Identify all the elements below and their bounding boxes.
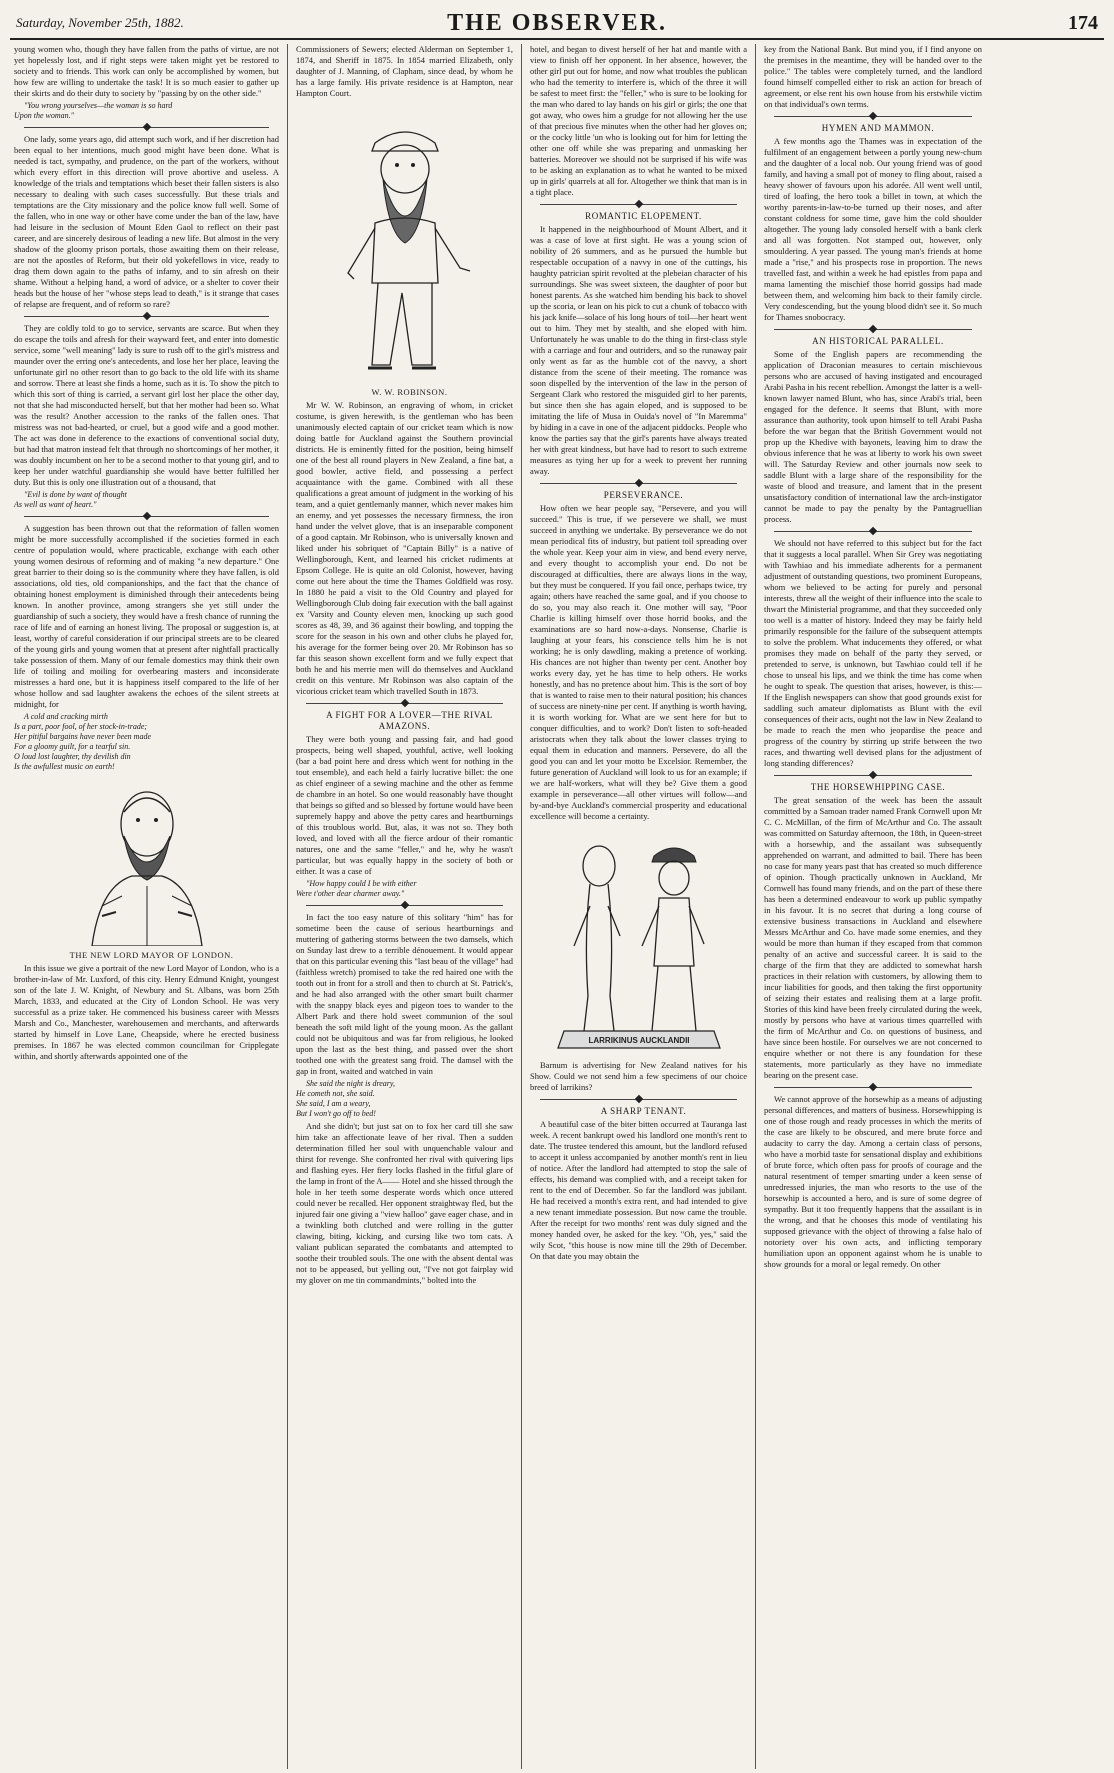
verse-quote: "How happy could I be with either Were t'other dear charmer away." [296,879,417,898]
article-historical-parallel-p1: Some of the English papers are recommending the application of Draconian measures to certain mischievous persons who are accused of having instigated and encouraged Arabi Pasha in his recent rebellion. Amongst the latter is a well-known lawyer named Blunt, who has, since Arabi's trial, been engaged for the defence. It seems that Blunt, with more assurance than authority, took upon himself to tell Arabi Pasha before the war began that the British Government would not prop up the Khedive with bayonets, leaving him to draw the obvious inference that he was at liberty to work his own sweet will. The Saturday Review and other journals now seek to saddle Blunt with a large share of the responsibility for the waste of blood and treasure, and lament that in the present unsatisfactory condition of international law the arch-instigator cannot be made to pay the penalty by the Pantagruellian process. [764,349,982,524]
lord-mayor-caption: THE NEW LORD MAYOR OF LONDON. [69,950,234,960]
section-divider [24,316,269,317]
column-4 [756,44,990,1769]
section-divider [774,1087,972,1088]
column-1 [10,44,288,1769]
article-fallen-women-p4: A suggestion has been thrown out that the reformation of fallen women might be more successfully accomplished if the societies formed in each centre of population would, where practicable, exchange with each other young women desirous of reforming and of making "a new departure." One great barrier to their doing so is the community where they have fallen, is old associations, old ties, old companionships, and the fact that the chance of obtaining honest employment is diminished through their antecedents being known. In another province, among strangers she yet still under the guardianship of such a society, they would have a fresh chance of running the race of life and of earning an honest living. The proposal or suggestion is, at least, worthy of careful consideration if our principal streets are to be cleared of the young girls and young women that at present after nightfall practically take possession of them. Many of our female domestics may think their own life of toiling and moiling for overbearing masters and inconsiderate mistresses a hard one, but it is happiness itself compared to the life of her whose hollow and sad laughter awakens the echoes of the silent streets at midnight, for [14,523,279,709]
column-2 [288,44,522,1769]
section-divider [540,483,737,484]
robinson-caption: W. W. ROBINSON. [371,387,448,397]
article-robinson: Mr W. W. Robinson, an engraving of whom, in cricket costume, is given herewith, is the gentleman who has been unanimously elected captain of our cricket team which is now doing battle for Auckland against the Southern provincial districts. He is eminently fitted for the position, being himself one of the best all round players in New Zealand, a fine bat, a good bowler, active field, and possessing a perfect acquaintance with the game. Combined with all these qualifications a great amount of judgment in the working of his team, and a quiet gentlemanly manner, which never makes him an enemy, and yet possesses the necessary firmness, the iron hand under the velvet glove, that is an inseparable component of a good captain. Mr Robinson, who is universally known and liked under his sobriquet of "Captain Billy" is a native of Wellingborough, Kent, and learned his cricket rudiments at Epsom College. He is quite an old Colonist, however, having come out here about the time the Thames Goldfield was rosy. In 1880 he paid a visit to the Old Country and played for Wellingborough Club doing fair execution with the ball against ex 'Varsity and County eleven men, knocking up such good scores as 48, 39, and 36 against their bowling, and topping the score for the season in his own and other clubs he played for, his average for the former being over 20. Mr Robinson has so far this season shown excellent form and we fully expect that both he and his merrie men will do themselves and Auckland credit on this venture. Mr Robinson was also captain of the vicorious cricket team which travelled South in 1873. [296,400,513,696]
issue-date: Saturday, November 25th, 1882. [16,15,184,30]
section-divider [306,905,503,906]
verse-quote: A cold and cracking mirth Is a part, poor fool, of her stock-in-trade; Her pitiful bargains have never been made For a gloomy guilt, for a tearful sin. O loud lost laughter, thy devilish din Is the awfullest music on earth! [14,712,152,771]
article-lord-mayor: In this issue we give a portrait of the new Lord Mayor of London, who is a brother-in-law of Mr. Luxford, of this city. Henry Edmund Knight, youngest son of the late J. W. Knight, of Newbury and St. Albans, was born 25th March, 1833, and educated at the City of London School. He was very successful as a prize taker. He commenced his business career with Messrs Marsh and Co., Manchester, warehousemen and merchants, and afterwards started by himself in Love Lane, Cheapside, where he erected business premises. In 1867 he was elected common councilman for Cripplegate within, and shortly afterwards appointed one of the [14,963,279,1061]
article-sharp-tenant: A beautiful case of the biter bitten occurred at Tauranga last week. A recent bankrupt owed his landlord one month's rent to date. The trustee tendered this amount, but the landlord refused to accept it unless accompanied by another month's rent in lieu of notice. After the landlord had attempted to stop the sale of effects, his demand was complied with, and a receipt taken for rent to the end of December. So far the landlord was jubilant. He had received a month's extra rent, and had intended to give a new tenant immediate possession. But now came the trouble. After the receipt for two months' rent was duly signed and the money handed over, he asked for the key. "Oh, yes," said the wily Scot, "this house is now mine till the 29th of December. On that date you may obtain the [530,1119,747,1261]
section-divider [774,531,972,532]
section-divider [774,775,972,776]
article-sharp-tenant-continued: key from the National Bank. But mind you, if I find anyone on the premises in the meantime, they will be handed over to the police." The tables were completely turned, and the landlord found himself compelled either to risk an action for breach of agreement, or else rent his own house from his erstwhile victim on that individual's own terms. [764,44,982,109]
column-3 [522,44,756,1769]
article-rival-amazons-continued: hotel, and began to divest herself of her hat and mantle with a view to finish off her opponent. In her absence, however, the other girl put out for home, and now what troubles the publican who had the temerity to interfere is, which of the three it will be safest to meet first: the "feller," who is sure to be looking for the man who dared to lay hands on his girl or girls; the one that got away, who owes him a grudge for not allowing her the use of that precious five minutes when the other had her gloves on; or the cocky little 'un who is looking out for him for letting the other one off while she was preparing and unmasking her batteries. Moreover we should not be surprised if his wife was to be asking an explanation as to what he wanted to be mixed up in girls' quarrels at all for. Altogether we think that man is in a tight place. [530,44,747,197]
section-divider [306,703,503,704]
section-divider [24,516,269,517]
article-rival-amazons-p1: They were both young and passing fair, and had good prospects, being well shaped, youthful, active, well looking (bar a bad point here and dress which went for nothing in the tout ensemble), and each held a fairly lucrative billet: the one as chief engineer of a sewing machine and the other as femme de chambre in an hotel. So one would reasonably have thought that beings so gifted and so blessed by fortune would have been supremely happy and above the petty cares and heartburnings of this troublous world. But, alas, it was not so. They both loved, and loved with all the fierce ardour of their romantic natures, one and the same "feller," and he, why he wasn't particular, but was equally happy in the society of both or either. It was a case of [296,734,513,876]
article-historical-parallel-p2: We should not have referred to this subject but for the fact that it suggests a local parallel. When Sir Grey was negotiating with Tawhiao and his immediate adherents for a permanent adjustment of outstanding questions, two prominent Europeans, whom we believed to be acting for purely and personal interests, threw all the weight of their influence into the scale to thwart the Ministerial programme, and that they succeeded only too well is a matter of history. Indeed they may be fairly held primarily responsible for the failure of the subsequent attempts to solve the problem. What inducements they offered, or what promises they made on behalf of the party they served, or pretended to serve, is unknown, but Tawhiao could tell if he chose to unseal his lips, and we think the time has come when he ought to speak. The question that arises, however, is this:—If the English newspapers can show that good grounds exist for saddling such amateur diplomatists as Blunt with the evil consequences of their acts, ought not the law in New Zealand to be made to reach the men who jeopardise the peace and progress of the country by stirring up strife between the two races, and thwarting well devised plans for the adjustment of long standing differences? [764,538,982,768]
article-hymen-and-mammon: A few months ago the Thames was in expectation of the fulfilment of an engagement between a portly young new-chum and the daughter of a local nob. Our young friend was of good family, and having a small pot of money to fling about, raised a heavy shower of favours upon his adorée. All went well until, tired of loafing, the hero took a billet in town, at which the worthy parents-in-law-to-be turned up their noses, and after constant coldness for some time, gave him the cold shoulder altogether. The young lady consoled herself with a bank clerk and all was forgotten. Not stamped out, however, only smouldering. A year passed. The young man's friends at home made a "rise," and his prospects rose in proportion. The news travelled fast, and within a week he had epistles from papa and mama lamenting the mischief those horrid gossips had made between them, and welcoming him back to their family circle. Very condescending, but the young blood didn't see it. So much for Thames snobocracy. [764,136,982,322]
section-divider [540,204,737,205]
article-rival-amazons-p2: In fact the too easy nature of this solitary "him" has for sometime been the cause of serious heartburnings and muttering of gathering storms between the two damsels, which on Sunday last drew to a terrible dénouement. It would appear that on this particular evening this "last beau of the village" had (faithless wretch) promised to take the red haired one with the tooth out in front for a stroll and then to church at St. Patrick's, and he had also arranged with the other smart built charmer with the snappy black eyes and pigeon toes to wander to the Albert Park and there hold sweet communion of the soul beneath the soft mild light of the young moon. As the gallant could not be ubiquitous and was far from religious, he looked upon the last as the best thing, and passed over the short toothed one with the greatest sang froid. The damsel with the gap in front, waited and watched in vain [296,912,513,1076]
article-fallen-women-p3: They are coldly told to go to service, servants are scarce. But when they do escape the toils and afresh for their wayward feet, and enter into domestic service, some "well meaning" lady is sure to rush off to the girl's mistress and maunder over the erring one's antecedents, and lose her her place, leaving the unfortunate girl no other resort than to go back to the old life with its shame and sorrow. There at least she finds a home, such as it is. To show the pitch to which this sort of thing is carried, a servant girl lost her place the other day, not that she had misconducted herself, but that her mother had been so. What was the result? Another accession to the ranks of the fallen ones. That mistress was not bad-hearted, or cruel, but a good wife and a good mother. The act was done in deference to the exactions of conventional social duty, but had that matron instead felt that through no shortcomings of her mother, it was doubly incumbent on her to be a second mother to that young girl, and to keep her under watchful guardianship she would have better fulfilled her duty. But this is only one illustration out of a thousand, that [14,323,279,487]
headline-romantic-elopement: ROMANTIC ELOPEMENT. [585,211,702,221]
larrikin-cartoon [544,826,734,1056]
article-lord-mayor-continued: Commissioners of Sewers; elected Alderman on September 1, 1874, and Sheriff in 1875. In 1854 married Elizabeth, only daughter of J. Manning, of Clapham, since dead, by whom he has a large family. His private residence is at Hampton, near Hampton Court. [296,44,513,98]
headline-perseverance: PERSEVERANCE. [603,490,684,500]
headline-hymen-and-mammon: HYMEN AND MAMMON. [821,123,935,133]
section-divider [540,1099,737,1100]
page-number: 174 [1068,11,1098,34]
verse-quote: "You wrong yourselves—the woman is so hard Upon the woman." [14,101,173,120]
verse-quote: "Evil is done by want of thought As well as want of heart." [14,490,127,509]
article-horsewhipping-p2: We cannot approve of the horsewhip as a means of adjusting personal differences, and matters of business. Horsewhipping is one of those rough and ready processes in which the merits of the case are likely to be obscured, and mere brute force and audacity to carry the day. Among a certain class of persons, who have a morbid taste for sensational display and exhibitions of brute force, which often pass for proofs of courage and the natural resentment of temper smarting under a keen sense of unredressed injuries, the man who resorts to the use of the horsewhip is accounted a hero, and is sure of some degree of sympathy. But it too frequently happens that the assailant is in the wrong, and that he chooses this mode of ventilating his supposed grievance with the object of throwing a false halo of notoriety over his own acts, and inflicting temporary humiliation upon an opponent against whom he is unable to show grounds for a moral or legal remedy. On other [764,1094,982,1269]
article-horsewhipping-p1: The great sensation of the week has been the assault committed by a Samoan trader named Frank Cornwell upon Mr C. C. McMillan, of the firm of McArthur and Co. The assault was committed on Saturday afternoon, the 18th, in Queen-street with a horsewhip, and the assailant was subsequently apprehended on warrant, and admitted to bail. There has been no case for many years past that has created so much difference of opinion. Though practically unknown in Auckland, Mr Cornwell has found many friends, and on the part of these there has been a determined endeavour to work up public sympathy in his favour. It is no secret that during a long course of extensive business transactions in Auckland and elsewhere Messrs McArthur and Co. have made some enemies, and they would be more than human if they escaped from that common penalty of an active and successful career. It is said to the charge of the firm that they are addicted to somewhat harsh practices in their relation with customers, by allowing them to incur liabilities for goods, and then taking the first opportunity of seizing their estates and realising them at a large profit. Stories of this kind have been freely circulated during the week, mostly by persons who have at various times quarrelled with the firm of McArthur and Co. on questions of business, and have since been hostile. For ourselves we are not concerned to enquire whether or not there is any foundation for these statements, more particularly as they have no immediate bearing on the present case. [764,795,982,1080]
section-divider [774,329,972,330]
headline-sharp-tenant: A SHARP TENANT. [600,1106,687,1116]
article-perseverance: How often we hear people say, "Persevere, and you will succeed." This is true, if we persevere we shall, we must succeed in anything we undertake. By perseverance we do not mean periodical fits of industry, but patient toil spreading over the whole year. Keep your aim in view, and bend every nerve, and every thought to accomplish your end. Do not be discouraged at difficulties, there are always lions in the way, but they must be conquered. If you fail once, perhaps twice, try again; others have reached the same goal, and if you choose to do so, you may also reach it. One mother will say, "Poor Charlie is killing himself over those horrid books, and the examinations are so hard now-a-days. Nonsense, Charlie is laughing at your fears, his conscience tells him he is not working; he is only dawdling, making a pretence of working. His chances are not higher than twenty per cent. Another boy works every day, yet he has time to help others. He works honestly, and has no pretence about him. This is the sort of boy that is wanted to raise men to their natural position; his chances of success are ninety-nine per cent. If anything is worth having, it is worth working for. What are we sent here for but to conquer difficulties, and to work? Don't listen to soft-headed aristocrats when they talk about the lower classes trying to equal them in education and manners. Persevere, do all the good you can and let your motto be Excelsior. Remember, the future generation of Auckland will look to us for an example; if we are half-workers, what will they be? Give them a good example in perseverance—all other virtues will follow—and by-and-bye Auckland's commercial prosperity and educational excellence will become a certainty. [530,503,747,821]
lord-mayor-portrait [72,776,222,946]
article-rival-amazons-p3: And she didn't; but just sat on to fox her card till she saw him take an affectionate leave of her rival. Then a sudden determination filled her soul with unquenchable valour and thirst for revenge. She confronted her rival with quivering lips and flashing eyes. Her fiery locks flashed in the fitful glare of the lamp in front of the A—— Hotel and she hissed through the hole in her teeth some desperate words which once uttered could never be recalled. Her opponent straightway fled, but the injured fair one giving a "view halloo" gave eager chase, and in a twinkling both clutched and were rolling in the gutter clawing, biting, kicking, and cursing like two tom cats. A valiant publican separated the combatants and attempted to soothe their troubled souls. The one with the absent dental was not to be appeased, but yelling out, "I've not got fairplay wid my glover on me tin commandmints," bolted into the [296,1121,513,1285]
headline-horsewhipping-case: THE HORSEWHIPPING CASE. [810,782,946,792]
section-divider [774,116,972,117]
verse-quote: She said the night is dreary, He cometh not, she said. She said, I am a weary, But I won't go off to bed! [296,1079,396,1118]
section-divider [24,127,269,128]
headline-rival-amazons: A FIGHT FOR A LOVER—THE RIVAL AMAZONS. [326,710,493,731]
article-barnum-note: Barnum is advertising for New Zealand natives for his Show. Could we not send him a few specimens of our choice breed of larrikins? [530,1060,747,1092]
article-fallen-women-p2: One lady, some years ago, did attempt such work, and if her discretion had been equal to her intentions, much good might have been done. What is needed is tact, sympathy, and prudence, on the part of the workers, without which every effort in this direction will prove abortive and useless. A knowledge of the trials and temptations which beset their fallen sisters is also necessary to dealing with such cases successfully. But these trials and temptations are the City missionary and the police know full well. Some of the fallen, who in one way or other have come under the ban of the law, have had leisure in the seclusion of Mount Eden Gaol to reflect on their past career, and are sincerely desirous of leading a new life. But almost in the very shadow of the gloomy prison portals, those awaiting them on their release, are not the apostles of Reform, but their old yokefellows in vice, ready to drag them down again to the paths of infamy, and to sin afresh on their shame. Without a helping hand, a word of advice, or a shelter to cover their heads but the house of her "whose steps lead to death," is it strange that cases of relapse are frequent, and of reform so rare? [14,134,279,309]
newspaper-title: THE OBSERVER. [447,9,667,36]
headline-historical-parallel: AN HISTORICAL PARALLEL. [812,336,944,346]
masthead [10,8,1104,40]
article-fallen-women-p1: young women who, though they have fallen from the paths of virtue, are not yet hopelessly lost, and if right steps were taken might yet be restored to society and to friends. This work can only be accomplished by women, but how few are willing to undertake the task! It is so much easier to gather up their skirts and do their duty to society by "passing by on the other side." [14,44,279,98]
robinson-cricketer-engraving [320,103,490,383]
columns [10,44,1104,1769]
article-romantic-elopement: It happened in the neighbourhood of Mount Albert, and it was a case of love at first sight. He was a young scion of nobility of 26 summers, and as he pursued the humble but respectable occupation of a navvy in one of the cuttings, his haughty patrician spirit revolted at the plebeian character of his surroundings. She was sweet sixteen, the daughter of poor but honest parents. As she watched him bending his back to shovel up the scoria, or lean on his pick to cut a chunk of tobacco with his jack knife—solace of his long hours of toil—her heart went out to him. They met by stealth, and she eloped with him. Unfortunately he was unable to do the thing in first-class style with a carriage and four and outriders, and so the runaway pair only went as far as the humble cot of the navvy, a short distance from the scene of their meeting. The romance was soon dispelled by the intervention of the law in the person of Sergeant Clark who restored the misguided girl to her parents, but since then she has again eloped, and is supposed to be imitating the life of Musa in Ouida's novel of "In Maremma" by hiding in a cave in one of the adjacent piddocks. People who know the parties say that the girl's parents have always treated her with great kindness, but have had to resort to such extreme measures as tying her up for a week to prevent her running away. [530,224,747,476]
pedestal-label: LARRIKINUS AUCKLANDII [587,1036,690,1045]
